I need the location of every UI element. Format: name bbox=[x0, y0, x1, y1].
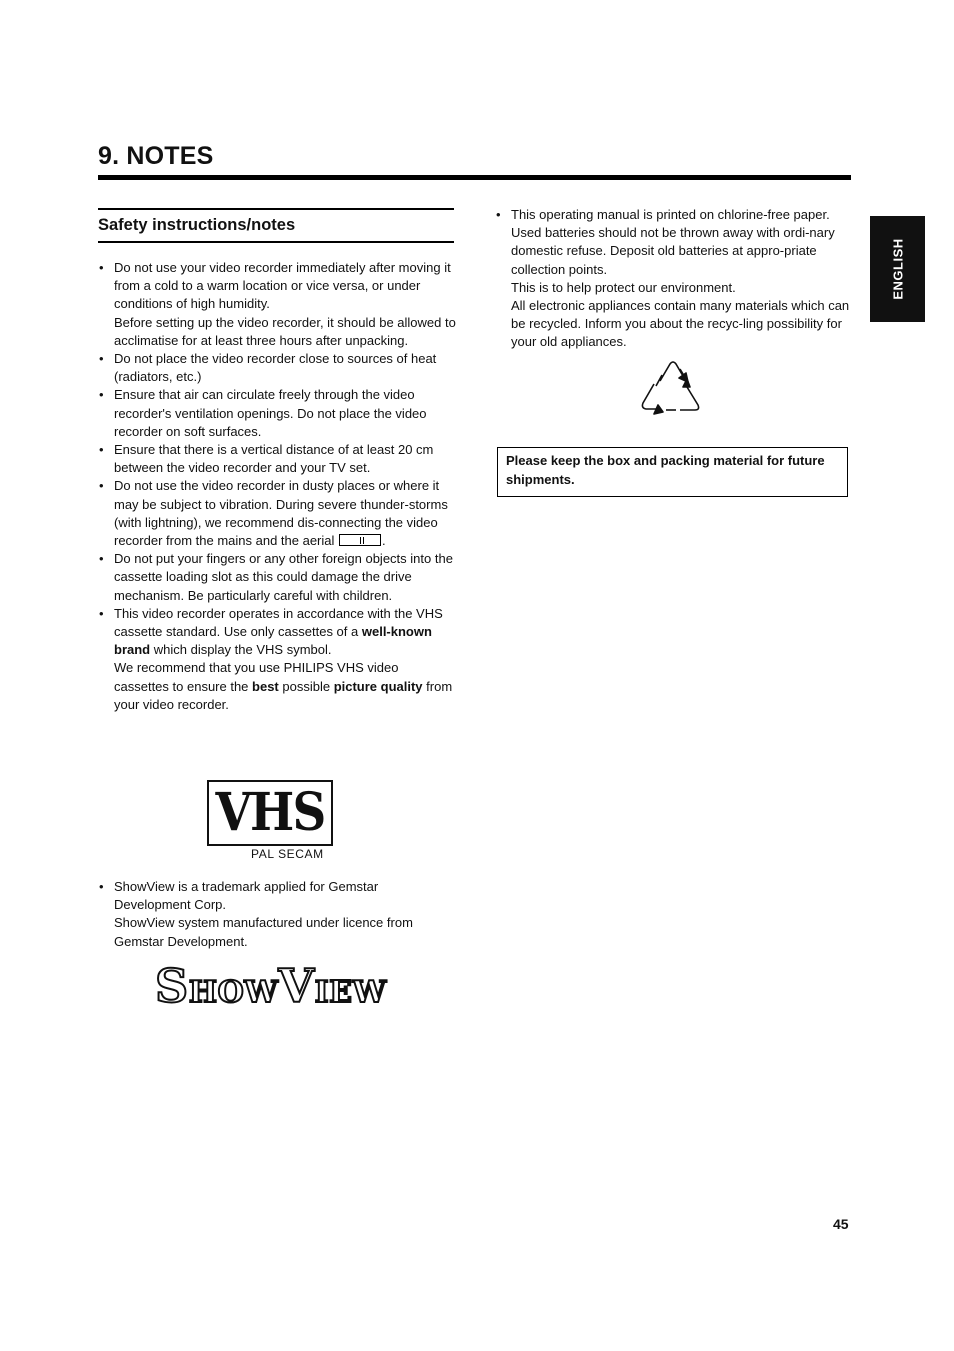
environment-bullet-list bbox=[495, 206, 853, 352]
aerial-socket-icon bbox=[339, 534, 381, 546]
packaging-notice-box bbox=[497, 447, 848, 497]
list-item bbox=[98, 259, 456, 350]
bullet-paragraph: This is to help protect our environment. bbox=[511, 279, 736, 295]
bullet-paragraph: • This operating manual is printed on chlorine-free paper. Used batteries should not be thrown away with ordi-nary domestic refuse. Deposit old batteries at appro-priate collection points. bbox=[511, 207, 835, 277]
title-rule bbox=[98, 175, 851, 180]
bullet-text: Do not place the video recorder close to sources of heat (radiators, etc.) bbox=[114, 351, 437, 385]
logo-letter: V bbox=[278, 959, 315, 1013]
bullet-paragraph: All electronic appliances contain many materials which can be recycled. Inform you about the recyc-ling possibility for your old appliances. bbox=[511, 298, 850, 350]
vhs-logo bbox=[207, 780, 335, 862]
recycle-icon bbox=[640, 357, 706, 423]
bullet-text-end: . bbox=[382, 533, 386, 549]
text-run: possible bbox=[278, 678, 334, 694]
list-item bbox=[98, 878, 456, 951]
language-tab bbox=[870, 216, 925, 322]
showview-bullet-list bbox=[98, 878, 456, 951]
section-title: Safety instructions/notes bbox=[98, 216, 296, 234]
bullet-paragraph: Before setting up the video recorder, it should be allowed to acclimatise for at least three hours after unpacking. bbox=[114, 314, 456, 348]
bullet-paragraph: ShowView system manufactured under licence from Gemstar Development. bbox=[114, 915, 413, 949]
logo-letters: HOW bbox=[188, 975, 279, 1010]
list-item bbox=[98, 386, 456, 441]
safety-bullet-list bbox=[98, 259, 456, 714]
section-rule-top bbox=[98, 208, 454, 210]
bold-run: best bbox=[252, 678, 279, 694]
notice-text: Please keep the box and packing material for future shipments. bbox=[506, 453, 825, 487]
bullet-text: Ensure that there is a vertical distance of at least 20 cm between the video recorder and your TV set. bbox=[114, 442, 434, 476]
language-tab-label: ENGLISH bbox=[890, 238, 905, 300]
logo-letter: S bbox=[155, 959, 189, 1013]
bullet-text: Do not use the video recorder in dusty places or where it may be subject to vibration. During severe thunder-storms (with lightning), we recommend dis-connecting the video recorder from the mains and the aerial bbox=[114, 478, 448, 549]
bullet-paragraph bbox=[114, 659, 456, 714]
bold-run: well-known brand bbox=[114, 624, 432, 658]
section-header bbox=[98, 208, 454, 243]
section-rule-bottom bbox=[98, 241, 454, 243]
text-run: This video recorder operates in accordance with the VHS cassette standard. Use only cassettes of a bbox=[114, 605, 443, 640]
vhs-logo-text: VHS bbox=[215, 782, 325, 843]
text-run: We recommend that you use PHILIPS VHS video cassettes to ensure the bbox=[114, 660, 399, 694]
list-item bbox=[98, 477, 456, 550]
bullet-paragraph: • ShowView is a trademark applied for Gemstar Development Corp. bbox=[114, 879, 379, 913]
bullet-paragraph: • Do not use your video recorder immediately after moving it from a cold to a warm location or vice versa, or under conditions of high humidity. bbox=[114, 260, 451, 312]
text-run: from your video recorder. bbox=[114, 678, 453, 712]
list-item bbox=[98, 441, 456, 477]
list-item bbox=[495, 206, 853, 352]
page-title: 9. NOTES bbox=[98, 142, 214, 170]
showview-logo bbox=[155, 958, 387, 1021]
bullet-text: Do not put your fingers or any other foreign objects into the cassette loading slot as this could damage the drive mechanism. Be particularly careful with children. bbox=[114, 551, 453, 603]
page-number: 45 bbox=[833, 1216, 849, 1232]
bold-run: picture quality bbox=[333, 678, 423, 694]
text-run: which display the VHS symbol. bbox=[150, 642, 332, 658]
list-item bbox=[98, 550, 456, 605]
logo-letters: IEW bbox=[314, 975, 387, 1010]
bullet-text: Ensure that air can circulate freely through the video recorder's ventilation openings. Do not place the video recorder on soft surfaces. bbox=[114, 387, 427, 439]
vhs-logo-subtitle: PAL SECAM bbox=[251, 847, 324, 861]
list-item bbox=[98, 350, 456, 386]
bullet-paragraph bbox=[114, 605, 456, 660]
list-item bbox=[98, 605, 456, 714]
